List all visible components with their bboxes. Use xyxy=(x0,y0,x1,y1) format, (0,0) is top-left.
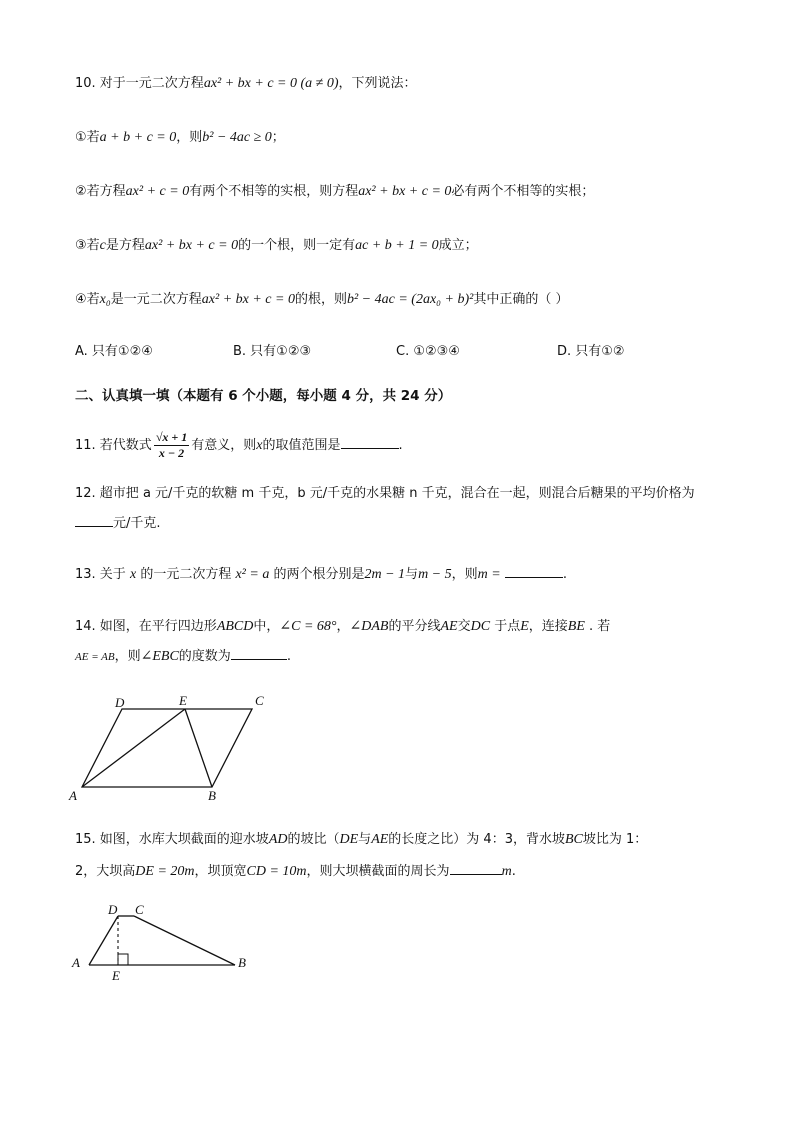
label-e: E xyxy=(112,968,120,983)
q12-line-2 xyxy=(75,514,161,534)
text: 的取值范围是 xyxy=(262,438,341,453)
unit: m xyxy=(501,864,512,879)
text: 的一元二次方程 xyxy=(140,567,232,582)
answer-blank[interactable] xyxy=(450,862,502,875)
text: ，连接 xyxy=(528,619,568,634)
right-angle-mark xyxy=(118,954,128,965)
angle: ∠C = 68° xyxy=(279,619,337,634)
text: ， xyxy=(336,619,350,634)
statement-mark: ③ xyxy=(75,238,87,253)
segment-be xyxy=(185,709,212,787)
statement-mark: ② xyxy=(75,184,87,199)
segment: DE xyxy=(339,832,359,847)
root-1: 2m − 1 xyxy=(364,567,406,582)
text: 有意义，则 xyxy=(191,438,257,453)
equation: ax² + bx + c = 0 xyxy=(201,292,295,307)
statement-mark: ① xyxy=(75,130,87,145)
parallelogram xyxy=(82,709,252,787)
condition: a + b + c = 0 xyxy=(99,130,177,145)
segment: BC xyxy=(564,832,583,847)
segment: DC xyxy=(470,619,491,634)
text: 坡比为 1： xyxy=(582,832,648,847)
angle: ∠EBC xyxy=(140,649,179,664)
text: 的坡比（ xyxy=(287,832,340,847)
text: ，则大坝横截面的周长为 xyxy=(306,864,450,879)
q11-fraction xyxy=(154,430,189,461)
variable: x xyxy=(129,567,137,582)
text: 若 xyxy=(86,292,100,307)
width-value: CD = 10m xyxy=(246,864,307,879)
text: 的度数为 xyxy=(178,649,231,664)
text: 与 xyxy=(405,567,419,582)
answer-blank[interactable] xyxy=(75,514,113,527)
segment: BE xyxy=(567,619,585,634)
answer-blank[interactable] xyxy=(505,565,563,578)
equation: ax² + bx + c = 0 xyxy=(358,184,452,199)
text: . xyxy=(398,438,403,453)
text: 的两个根分别是 xyxy=(273,567,365,582)
segment: AD xyxy=(268,832,288,847)
label-c: C xyxy=(135,902,144,917)
text: ，则 xyxy=(451,567,478,582)
text: 的一个根，则一定有 xyxy=(238,238,356,253)
text: 是方程 xyxy=(105,238,145,253)
text: ，则 xyxy=(114,649,141,664)
q13 xyxy=(75,565,567,585)
height-value: DE = 20m xyxy=(135,864,195,879)
text: 是一元二次方程 xyxy=(110,292,202,307)
statement-mark: ④ xyxy=(75,292,87,307)
variable: m = xyxy=(477,567,501,582)
equation: ax² + c = 0 xyxy=(125,184,190,199)
answer-blank[interactable] xyxy=(231,647,287,660)
text: ，坝顶宽 xyxy=(194,864,247,879)
text: 若 xyxy=(86,238,100,253)
text: 2，大坝高 xyxy=(75,864,136,879)
text: 成立； xyxy=(438,238,478,253)
q10-stem xyxy=(75,74,417,94)
text: . xyxy=(511,864,516,879)
text: 交 xyxy=(457,619,471,634)
segment-ad xyxy=(89,916,118,965)
q11 xyxy=(75,428,403,464)
label-d: D xyxy=(115,695,125,710)
q10-statement-3 xyxy=(75,236,478,256)
text: 的长度之比）为 4：3，背水坡 xyxy=(388,832,565,847)
q14-parallelogram-diagram xyxy=(66,690,278,805)
label-a: A xyxy=(69,788,77,803)
label-b: B xyxy=(208,788,216,803)
text: 其中正确的（ ） xyxy=(473,292,569,307)
text: 若方程 xyxy=(86,184,126,199)
denominator: x − 2 xyxy=(158,446,185,460)
choice-b: B. 只有①②③ xyxy=(233,344,312,359)
answer-blank[interactable] xyxy=(341,436,399,449)
label-a: A xyxy=(72,955,80,970)
text: ，则 xyxy=(176,130,203,145)
q10-suffix: ，下列说法： xyxy=(338,76,417,91)
q15-dam-diagram xyxy=(66,898,266,988)
q14-line-1 xyxy=(75,617,610,637)
q14-line-2 xyxy=(75,647,291,667)
segment: AE xyxy=(440,619,458,634)
text: 元/千克. xyxy=(113,516,161,531)
variable: c xyxy=(99,238,106,253)
label-c: C xyxy=(255,693,264,708)
numerator: √x + 1 xyxy=(155,430,188,444)
choice-c: C. ①②③④ xyxy=(396,344,460,359)
text: 中， xyxy=(253,619,280,634)
section-2-title: 二、认真填一填（本题有 6 个小题，每小题 4 分，共 24 分） xyxy=(75,388,452,404)
text: 14. 如图，在平行四边形 xyxy=(75,619,217,634)
equation: b² − 4ac = (2ax₀ + b)² xyxy=(346,292,474,307)
label-d: D xyxy=(108,902,118,917)
angle: ∠DAB xyxy=(349,619,389,634)
segment-ae xyxy=(82,709,185,787)
q15-line-2 xyxy=(75,862,516,882)
result: b² − 4ac ≥ 0 xyxy=(202,130,272,145)
text: 于点 xyxy=(490,619,521,634)
text: 与 xyxy=(358,832,372,847)
text: . xyxy=(562,567,567,582)
equation: ac + b + 1 = 0 xyxy=(355,238,439,253)
segment-cb xyxy=(134,916,235,965)
root-2: m − 5 xyxy=(418,567,452,582)
variable: x₀ xyxy=(99,292,111,307)
segment: AE xyxy=(371,832,389,847)
label-b: B xyxy=(238,955,246,970)
text: . xyxy=(286,649,291,664)
q10-equation: ax² + bx + c = 0 (a ≠ 0) xyxy=(203,76,339,91)
text: 的根，则 xyxy=(294,292,347,307)
shape-name: ABCD xyxy=(216,619,254,634)
q12-line-1: 12. 超市把 a 元/千克的软糖 m 千克，b 元/千克的水果糖 n 千克，混合在一起，则混合后糖果的平均价格为 xyxy=(75,486,695,501)
condition: AE = AB xyxy=(75,651,115,663)
text: ； xyxy=(271,130,285,145)
q10-statement-4 xyxy=(75,290,568,310)
point: E xyxy=(520,619,529,634)
text: 11. 若代数式 xyxy=(75,438,152,453)
text: 15. 如图，水库大坝截面的迎水坡 xyxy=(75,832,269,847)
text: 13. 关于 xyxy=(75,567,126,582)
text: 有两个不相等的实根，则方程 xyxy=(189,184,359,199)
label-e: E xyxy=(179,693,187,708)
choice-d: D. 只有①② xyxy=(557,344,625,359)
variable: x xyxy=(256,438,263,453)
choice-a: A. 只有①②④ xyxy=(75,344,153,359)
q10-statement-1 xyxy=(75,128,285,148)
text: 必有两个不相等的实根； xyxy=(451,184,595,199)
q10-prefix: 10. 对于一元二次方程 xyxy=(75,76,204,91)
equation: x² = a xyxy=(235,567,270,582)
text: 若 xyxy=(86,130,100,145)
equation: ax² + bx + c = 0 xyxy=(144,238,239,253)
text: . 若 xyxy=(584,619,611,634)
q15-line-1 xyxy=(75,830,647,850)
text: 的平分线 xyxy=(388,619,441,634)
q10-statement-2 xyxy=(75,182,594,202)
